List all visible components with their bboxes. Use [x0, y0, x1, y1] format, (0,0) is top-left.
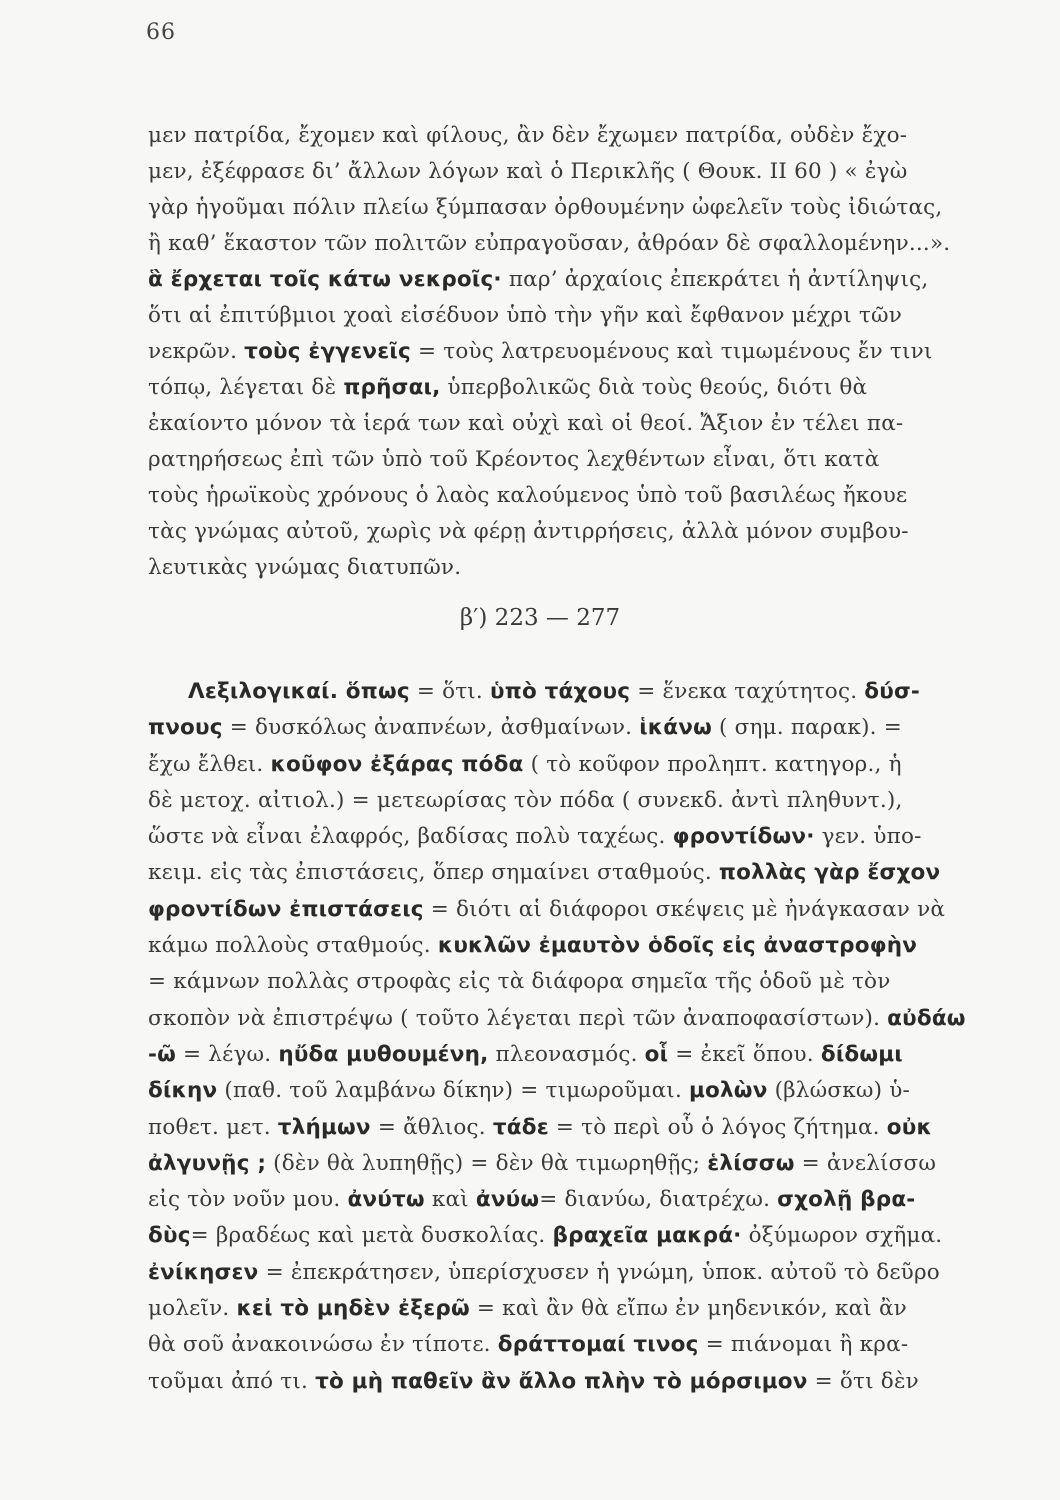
text-run: = ἐπεκράτησεν, ὑπερίσχυσεν ἡ γνώμη, ὑποκ. αὐτοῦ τὸ δεῦρο [258, 1259, 940, 1285]
text-run: κάμω πολλοὺς σταθμούς. [148, 933, 438, 959]
text-run: μολεῖν. [148, 1296, 237, 1322]
text-run: παρ’ ἀρχαίοις ἐπεκράτει ἡ ἀντίληψις, [501, 267, 929, 292]
bold-term: πνους [148, 715, 223, 741]
text-line [148, 747, 1018, 783]
page-number: 66 [146, 20, 176, 45]
text-line [148, 190, 1018, 226]
bold-term: ἀλγυνῇς ; [148, 1150, 267, 1176]
text-run: ὥστε νὰ εἶναι ἐλαφρός, βαδίσας πολὺ ταχέως. [148, 824, 673, 850]
text-run: ποθετ. μετ. [148, 1114, 278, 1140]
bold-term: δίκην [148, 1078, 218, 1104]
text-run: = ἕνεκα ταχύτητος. [630, 679, 865, 704]
bold-term: αὐδάω [887, 1005, 966, 1031]
text-run: ἔχω ἔλθει. [148, 751, 271, 777]
text-run: = πιάνομαι ἢ κρα- [698, 1332, 909, 1358]
text-run: μεν, ἐξέφρασε δι’ ἄλλων λόγων καὶ ὁ Περικλῆς ( Θουκ. ΙΙ 60 ) « ἐγὼ [148, 159, 908, 184]
bold-term: τοὺς ἐγγενεῖς [244, 339, 411, 364]
bold-term: φροντίδων ἐπιστάσεις [148, 896, 424, 922]
bold-term: ηὔδα μυθουμένη, [278, 1041, 489, 1067]
bold-term: κεἰ τὸ μηδὲν ἐξερῶ [236, 1296, 470, 1322]
bold-term: ἀνύτω [347, 1187, 425, 1213]
bold-term: φροντίδων· [672, 824, 815, 850]
section-heading: β′) 223 — 277 [459, 605, 621, 631]
text-run: = ἀνελίσσω [794, 1150, 937, 1176]
bold-term: κυκλῶν ἐμαυτὸν ὁδοῖς εἰς ἀναστροφὴν [437, 933, 918, 959]
text-run: ( σημ. παρακ). = [711, 715, 902, 741]
text-run: ἢ καθ’ ἕκαστον τῶν πολιτῶν εὐπραγοῦσαν, ἀθρόαν δὲ σφαλλομένην...». [148, 231, 951, 256]
bold-term: δύσ- [864, 679, 921, 704]
text-line [148, 1001, 1018, 1037]
bold-term: δίδωμι [820, 1041, 903, 1067]
text-run: λευτικὰς γνώμας διατυπῶν. [148, 555, 462, 580]
text-run: θὰ σοῦ ἀνακοινώσω ἐν τίποτε. [148, 1332, 498, 1358]
text-run: = βραδέως καὶ μετὰ δυσκολίας. [190, 1223, 553, 1249]
text-run: (δὲν θὰ λυπηθῇς) = δὲν θὰ τιμωρηθῇς; [266, 1150, 708, 1176]
bold-term: ἀνύω [475, 1187, 540, 1213]
text-run: σκοπὸν νὰ ἐπιστρέψω ( τοῦτο λέγεται περὶ τῶν ἀναποφασίστων). [148, 1005, 888, 1031]
text-line [148, 1146, 1018, 1182]
text-run: ( τὸ κοῦφον προληπτ. κατηγορ., ἡ [523, 751, 902, 777]
bold-term: πρῆσαι, [343, 375, 441, 400]
vocabulary-paragraph [148, 674, 1018, 1400]
text-run: τοῦμαι ἀπό τι. [148, 1368, 316, 1394]
bold-term: οἷ [644, 1041, 669, 1067]
text-run: = ἐκεῖ ὅπου. [668, 1041, 821, 1067]
text-line [148, 226, 1018, 262]
text-line [148, 819, 1018, 855]
text-line [148, 298, 1018, 334]
text-run: ὑπερβολικῶς διὰ τοὺς θεούς, διότι θὰ [440, 375, 868, 400]
text-run: = διότι αἱ διάφοροι σκέψεις μὲ ἠνάγκασαν νὰ [423, 896, 946, 922]
text-line [148, 334, 1018, 370]
text-run: = κάμνων πολλὰς στροφὰς εἰς τὰ διάφορα σημεῖα τῆς ὁδοῦ μὲ τὸν [148, 969, 891, 995]
text-run: εἰς τὸν νοῦν μου. [148, 1187, 348, 1213]
text-line [148, 478, 1018, 514]
bold-term: κοῦφον ἐξάρας πόδα [270, 751, 524, 777]
text-run: δὲ μετοχ. αἰτιολ.) = μετεωρίσας τὸν πόδα ( συνεκδ. ἀντὶ πληθυντ.), [148, 787, 903, 813]
text-run: = τοὺς λατρευομένους καὶ τιμωμένους ἔν τινι [410, 339, 933, 364]
text-line [148, 1037, 1018, 1073]
text-run: τοὺς ἡρωϊκοὺς χρόνους ὁ λαὸς καλούμενος ὑπὸ τοῦ βασιλέως ἤκουε [148, 483, 908, 508]
text-run: = ὅτι. [409, 679, 491, 704]
text-line [148, 406, 1018, 442]
text-line [148, 1255, 1018, 1291]
bold-term: ἃ ἔρχεται τοῖς κάτω νεκροῖς· [148, 267, 502, 292]
bold-term: Λεξιλογικαί. ὅπως [188, 679, 410, 704]
text-run: γὰρ ἡγοῦμαι πόλιν πλείω ξύμπασαν ὀρθουμένην ὠφελεῖν τοὺς ἰδιώτας, [148, 195, 943, 220]
text-line [148, 928, 1018, 964]
bold-term: οὐκ [886, 1114, 932, 1140]
text-run: = ὅτι δὲν [807, 1368, 919, 1394]
bold-term: τλήμων [277, 1114, 371, 1140]
bold-term: ἱκάνω [639, 715, 712, 741]
bold-term: πολλὰς γὰρ ἔσχον [718, 860, 941, 886]
commentary-paragraph [148, 118, 1018, 586]
text-line [148, 1291, 1018, 1327]
text-run: = ἄθλιος. [370, 1114, 493, 1140]
text-run: ρατηρήσεως ἐπὶ τῶν ὑπὸ τοῦ Κρέοντος λεχθέντων εἶναι, ὅτι κατὰ [148, 447, 880, 472]
bold-term: δὺς [148, 1223, 191, 1249]
bold-term: δράττομαί τινος [497, 1332, 699, 1358]
text-run: τὰς γνώμας αὐτοῦ, χωρὶς νὰ φέρῃ ἀντιρρήσεις, ἀλλὰ μόνον συμβου- [148, 519, 909, 544]
bold-term: σχολῇ βρα- [777, 1187, 916, 1213]
text-run: ὀξύμωρον σχῆμα. [741, 1223, 943, 1249]
text-line [148, 118, 1018, 154]
bold-term: ἐνίκησεν [148, 1259, 259, 1285]
bold-term: τὸ μὴ παθεῖν ἂν ἄλλο πλὴν τὸ μόρσιμον [315, 1368, 808, 1394]
text-line [148, 1110, 1018, 1146]
text-run: νεκρῶν. [148, 339, 245, 364]
text-line [148, 550, 1018, 586]
text-line [148, 892, 1018, 928]
bold-term: ἑλίσσω [707, 1150, 795, 1176]
text-run: μεν πατρίδα, ἔχομεν καὶ φίλους, ἂν δὲν ἔχωμεν πατρίδα, οὐδὲν ἔχο- [148, 123, 908, 148]
text-line [148, 855, 1018, 891]
text-line [148, 1073, 1018, 1109]
text-run: καὶ [424, 1187, 476, 1213]
text-line [148, 370, 1018, 406]
text-line [148, 674, 1018, 710]
text-run: τόπῳ, λέγεται δὲ [148, 375, 344, 400]
text-line [148, 1364, 1018, 1400]
text-run: πλεονασμός. [488, 1041, 645, 1067]
text-line [148, 1218, 1018, 1254]
text-run: = λέγω. [176, 1041, 279, 1067]
text-line [148, 1182, 1018, 1218]
text-run: ἐκαίοντο μόνον τὰ ἱερά των καὶ οὐχὶ καὶ οἱ θεοί. Ἄξιον ἐν τέλει πα- [148, 411, 904, 436]
text-line [148, 964, 1018, 1000]
text-run: (βλώσκω) ὑ- [767, 1078, 910, 1104]
text-run: γεν. ὑπο- [814, 824, 922, 850]
bold-term: ὑπὸ τάχους [490, 679, 631, 704]
text-run: = διανύω, διατρέχω. [539, 1187, 778, 1213]
bold-term: -ῶ [148, 1041, 177, 1067]
text-line [148, 262, 1018, 298]
text-line [148, 154, 1018, 190]
text-line [148, 514, 1018, 550]
text-run: = τὸ περὶ οὗ ὁ λόγος ζήτημα. [548, 1114, 887, 1140]
bold-term: μολὼν [689, 1078, 768, 1104]
text-run: κειμ. εἰς τὰς ἐπιστάσεις, ὅπερ σημαίνει σταθμούς. [148, 860, 719, 886]
bold-term: τάδε [492, 1114, 549, 1140]
text-line [148, 1327, 1018, 1363]
text-line [148, 783, 1018, 819]
text-run: = καὶ ἂν θὰ εἴπω ἐν μηδενικόν, καὶ ἂν [469, 1296, 907, 1322]
bold-term: βραχεῖα μακρά· [552, 1223, 742, 1249]
text-run: ὅτι αἱ ἐπιτύβμιοι χοαὶ εἰσέδυον ὑπὸ τὴν γῆν καὶ ἔφθανον μέχρι τῶν [148, 303, 903, 328]
text-run: = δυσκόλως ἀναπνέων, ἀσθμαίνων. [222, 715, 640, 741]
text-run: (παθ. τοῦ λαμβάνω δίκην) = τιμωροῦμαι. [217, 1078, 690, 1104]
text-line [148, 710, 1018, 746]
text-line [148, 442, 1018, 478]
